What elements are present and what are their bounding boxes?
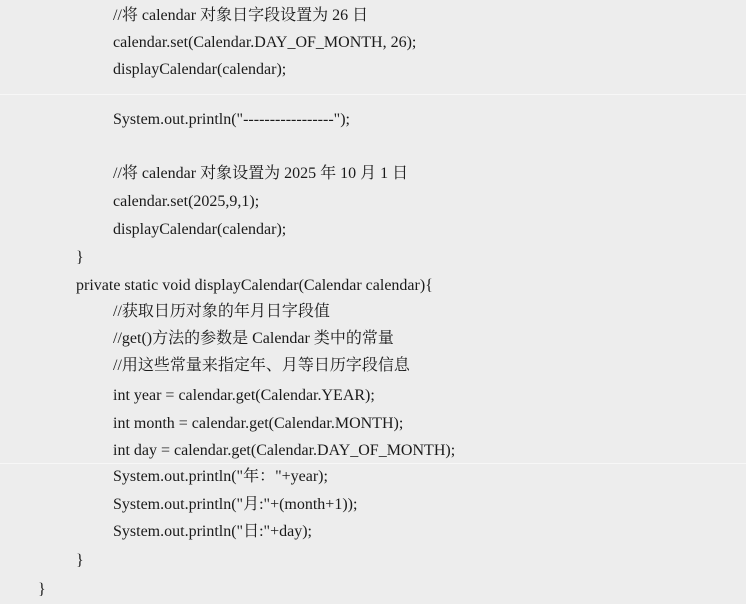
code-line-21: } xyxy=(76,552,84,569)
code-line-14: //用这些常量来指定年、月等日历字段信息 xyxy=(113,357,410,374)
line-separator xyxy=(0,94,746,95)
code-line-9: displayCalendar(calendar); xyxy=(113,221,287,238)
code-line-7: //将 calendar 对象设置为 2025 年 10 月 1 日 xyxy=(113,165,409,182)
code-line-15: int year = calendar.get(Calendar.YEAR); xyxy=(113,387,375,404)
code-line-18: System.out.println("年："+year); xyxy=(113,468,328,485)
code-line-13: //get()方法的参数是 Calendar 类中的常量 xyxy=(113,330,394,347)
code-line-2: calendar.set(Calendar.DAY_OF_MONTH, 26); xyxy=(113,34,417,51)
code-line-11: private static void displayCalendar(Calendar calendar){ xyxy=(76,277,433,294)
code-line-17: int day = calendar.get(Calendar.DAY_OF_MONTH); xyxy=(113,442,456,459)
code-line-8: calendar.set(2025,9,1); xyxy=(113,193,260,210)
code-line-20: System.out.println("日:"+day); xyxy=(113,523,312,540)
code-line-3: displayCalendar(calendar); xyxy=(113,61,287,78)
code-line-12: //获取日历对象的年月日字段值 xyxy=(113,303,330,320)
code-line-5: System.out.println("-----------------"); xyxy=(113,111,350,128)
code-line-22: } xyxy=(38,581,46,598)
code-line-16: int month = calendar.get(Calendar.MONTH); xyxy=(113,415,404,432)
code-line-10: } xyxy=(76,249,84,266)
code-line-19: System.out.println("月:"+(month+1)); xyxy=(113,496,358,513)
code-line-1: //将 calendar 对象日字段设置为 26 日 xyxy=(113,7,369,24)
